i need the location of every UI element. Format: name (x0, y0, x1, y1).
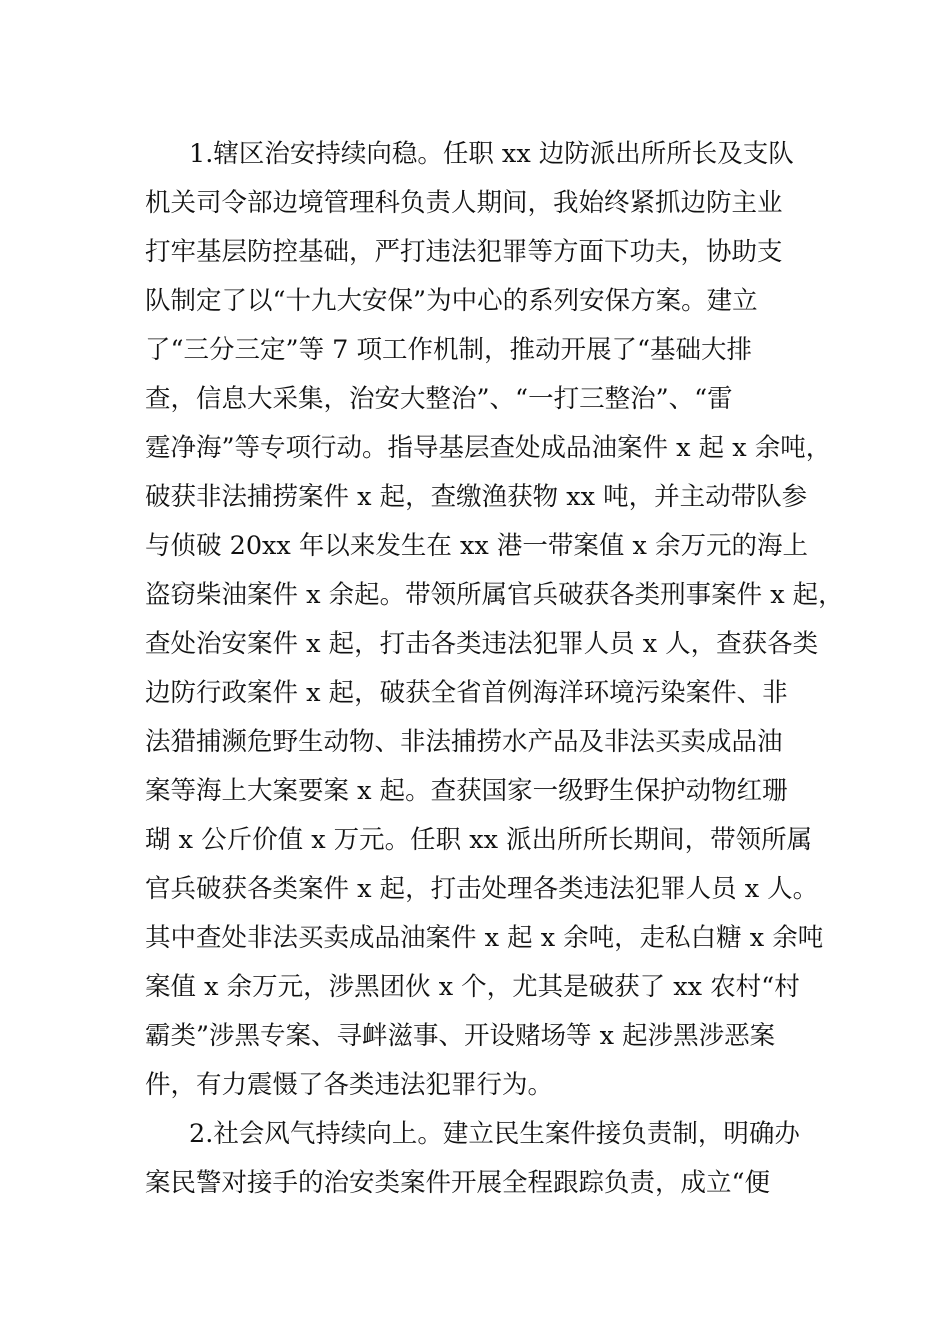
paragraph-1-line: 查，信息大采集，治安大整治”、“一打三整治”、“雷 (145, 384, 733, 414)
paragraph-1-line: 其中查处非法买卖成品油案件 x 起 x 余吨，走私白糖 x 余吨 (145, 923, 824, 953)
paragraph-1-line: 队制定了以“十九大安保”为中心的系列安保方案。建立 (145, 286, 758, 316)
paragraph-1-line: 件，有力震慑了各类违法犯罪行为。 (145, 1070, 554, 1100)
paragraph-1-line: 案值 x 余万元，涉黑团伙 x 个，尤其是破获了 xx 农村“村 (145, 972, 800, 1002)
paragraph-1-line: 法猎捕濒危野生动物、非法捕捞水产品及非法买卖成品油 (145, 727, 783, 757)
paragraph-1-line: 霆净海”等专项行动。指导基层查处成品油案件 x 起 x 余吨， (145, 433, 832, 463)
paragraph-1-line: 官兵破获各类案件 x 起，打击处理各类违法犯罪人员 x 人。 (145, 874, 819, 904)
paragraph-1-line: 盗窃柴油案件 x 余起。带领所属官兵破获各类刑事案件 x 起， (145, 580, 844, 610)
paragraph-1-line: 破获非法捕捞案件 x 起，查缴渔获物 xx 吨，并主动带队参 (145, 482, 808, 512)
paragraph-2-line: 2.社会风气持续向上。建立民生案件接负责制，明确办 (189, 1119, 800, 1149)
paragraph-1-line: 打牢基层防控基础，严打违法犯罪等方面下功夫，协助支 (145, 237, 783, 267)
paragraph-2-line: 案民警对接手的治安类案件开展全程跟踪负责，成立“便 (145, 1168, 771, 1198)
paragraph-1-line: 与侦破 20xx 年以来发生在 xx 港一带案值 x 余万元的海上 (145, 531, 808, 561)
paragraph-1-line: 机关司令部边境管理科负责人期间，我始终紧抓边防主业 (145, 188, 783, 218)
document-body (145, 130, 844, 1208)
paragraph-1-line: 案等海上大案要案 x 起。查获国家一级野生保护动物红珊 (145, 776, 788, 806)
paragraph-1-line: 瑚 x 公斤价值 x 万元。任职 xx 派出所所长期间，带领所属 (145, 825, 813, 855)
paragraph-1-line: 边防行政案件 x 起，破获全省首例海洋环境污染案件、非 (145, 678, 788, 708)
paragraph-1-line: 查处治安案件 x 起，打击各类违法犯罪人员 x 人，查获各类 (145, 629, 819, 659)
paragraph-1-line: 1.辖区治安持续向稳。任职 xx 边防派出所所长及支队 (189, 139, 794, 169)
paragraph-1-line: 了“三分三定”等 7 项工作机制，推动开展了“基础大排 (145, 335, 753, 365)
paragraph-1-line: 霸类”涉黑专案、寻衅滋事、开设赌场等 x 起涉黑涉恶案 (145, 1021, 776, 1051)
